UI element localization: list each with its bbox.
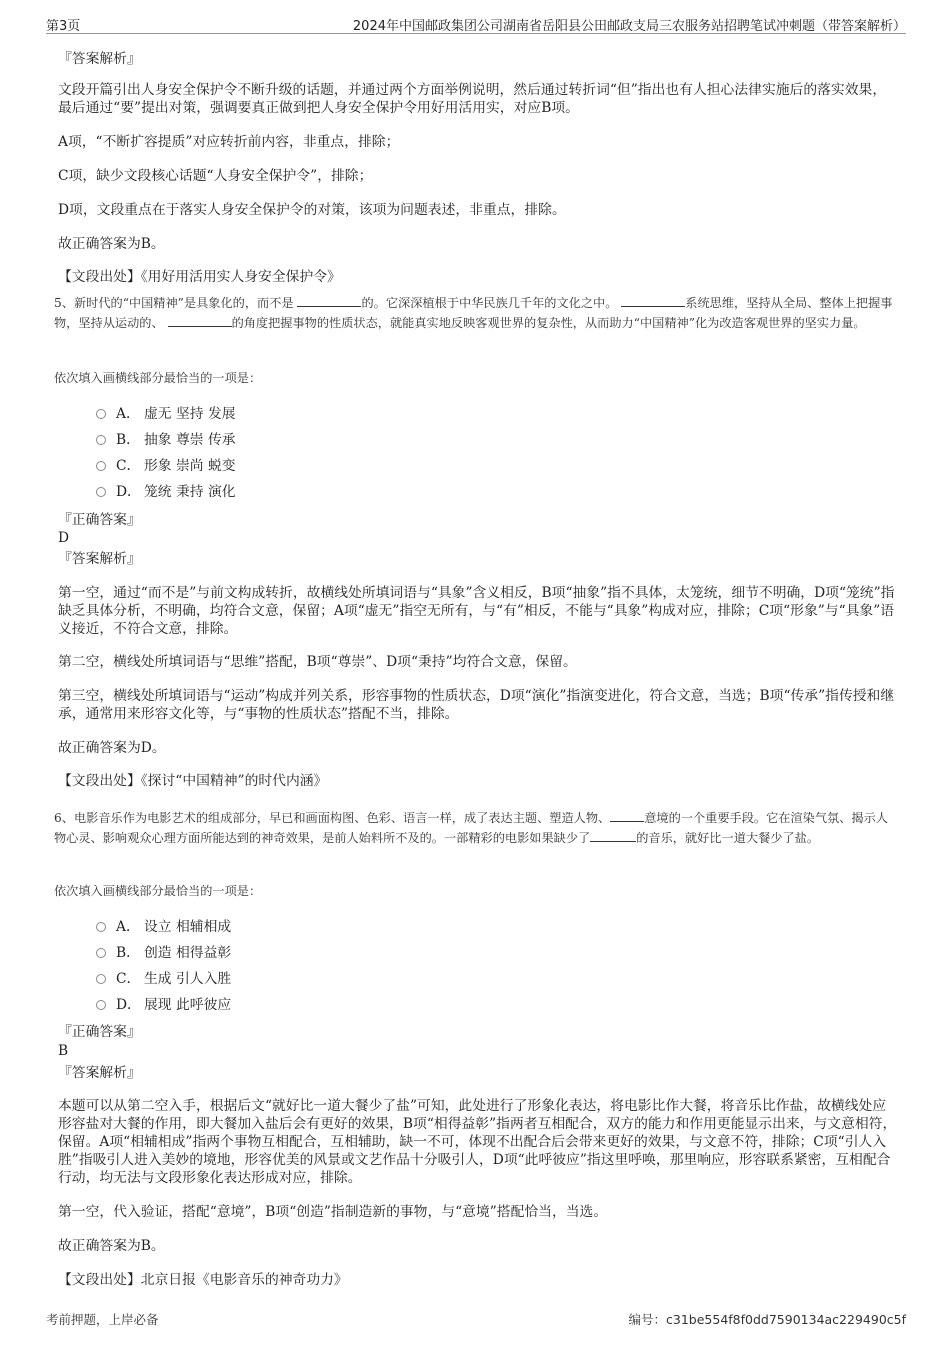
analysis-paragraph: 文段开篇引出人身安全保护令不断升级的话题，并通过两个方面举例说明，然后通过转折词“但”指出也有人担心法律实施后的落实效果，最后通过“要”提出对策，强调要真正做到把人身安全保护令用好用活用实，对应B项。: [58, 82, 887, 116]
option-c[interactable]: C． 形象 崇尚 蜕变: [96, 457, 236, 475]
answer-label: 『正确答案』: [58, 512, 141, 528]
option-d[interactable]: D． 展现 此呼彼应: [96, 996, 231, 1014]
source-citation: 【文段出处】北京日报《电影音乐的神奇功力》: [58, 1272, 348, 1288]
analysis-label: 『答案解析』: [58, 1065, 141, 1081]
page-header: [46, 13, 906, 34]
question-5-text: 5、新时代的“中国精神”是具象化的，而不是 的。它深深植根于中华民族几千年的文化之中。 系统思维，坚持从全局、整体上把握事物，坚持从运动的、 的角度把握事物的性质状态，就能真实地反映客观世界的复杂性，从而助力“中国精神”化为改造客观世界的坚实力量。: [54, 296, 893, 330]
answer-value: D: [58, 530, 70, 546]
radio-icon[interactable]: [96, 409, 106, 419]
radio-icon[interactable]: [96, 461, 106, 471]
analysis-label: 『答案解析』: [58, 51, 141, 67]
radio-icon[interactable]: [96, 487, 106, 497]
source-citation: 【文段出处】《用好用活用实人身安全保护令》: [58, 269, 341, 285]
analysis-conclusion: 故正确答案为B。: [58, 236, 165, 252]
analysis-paragraph: 第一空，通过“而不是”与前文构成转折，故横线处所填词语与“具象”含义相反，B项“抽象”指不具体，太笼统，细节不明确，D项“笼统”指缺乏具体分析，不明确，均符合文意，保留；A项“虚无”指空无所有，与“有”相反，不能与“具象”构成对应，排除；C项“形象”与“具象”语义接近，不符合文意，排除。: [58, 585, 895, 637]
option-b[interactable]: B． 抽象 尊崇 传承: [96, 431, 236, 449]
blank: [297, 294, 361, 307]
answer-label: 『正确答案』: [58, 1024, 141, 1040]
analysis-paragraph: C项，缺少文段核心话题“人身安全保护令”，排除；: [58, 168, 373, 184]
option-d[interactable]: D． 笼统 秉持 演化: [96, 483, 236, 501]
analysis-paragraph: D项，文段重点在于落实人身安全保护令的对策，该项为问题表述，非重点，排除。: [58, 202, 566, 218]
analysis-conclusion: 故正确答案为D。: [58, 740, 166, 756]
source-citation: 【文段出处】《探讨“中国精神”的时代内涵》: [58, 773, 328, 789]
question-6-text: 6、电影音乐作为电影艺术的组成部分，早已和画面构图、色彩、语言一样，成了表达主题、塑造人物、 意境的一个重要手段。它在渲染气氛、揭示人物心灵、影响观众心理方面所能达到的神奇效果，是前人始料所不及的。一部精彩的电影如果缺少了 的音乐，就好比一道大餐少了盐。: [54, 811, 888, 845]
analysis-paragraph: 第一空，代入验证，搭配“意境”，B项“创造”指制造新的事物，与“意境”搭配恰当，当选。: [58, 1204, 608, 1220]
answer-value: B: [58, 1043, 69, 1059]
radio-icon[interactable]: [96, 1000, 106, 1010]
radio-icon[interactable]: [96, 922, 106, 932]
analysis-paragraph: 第二空，横线处所填词语与“思维”搭配，B项“尊崇”、D项“秉持”均符合文意，保留。: [58, 654, 577, 670]
question-6-prompt: 依次填入画横线部分最恰当的一项是：: [54, 884, 262, 898]
option-b[interactable]: B． 创造 相得益彰: [96, 944, 231, 962]
blank: [621, 294, 685, 307]
blank: [168, 314, 232, 327]
page-number: 第3页: [46, 19, 81, 34]
option-a[interactable]: A． 虚无 坚持 发展: [96, 405, 236, 423]
analysis-paragraph: 本题可以从第二空入手，根据后文“就好比一道大餐少了盐”可知，此处进行了形象化表达，将电影比作大餐，将音乐比作盐，故横线处应形容盐对大餐的作用，即大餐加入盐后会有更好的效果，B项“相得益彰”指两者互相配合，双方的能力和作用更能显示出来，与文意相符，保留。A项“相辅相成”指两个事物互相配合，互相辅助，缺一不可，体现不出配合后会带来更好的效果，与文意不符，排除；C项“引人入胜”指吸引人进入美妙的境地，形容优美的风景或文艺作品十分吸引人，D项“此呼彼应”指这里呼唤，那里响应，形容联系紧密，互相配合行动，均无法与文段形象化表达形成对应，排除。: [58, 1098, 897, 1186]
blank: [590, 829, 636, 842]
document-id: 编号：c31be554f8f0dd7590134ac229490c5f: [628, 1312, 906, 1327]
document-title: 2024年中国邮政集团公司湖南省岳阳县公田邮政支局三农服务站招聘笔试冲刺题（带答案解析）: [352, 19, 906, 34]
analysis-label: 『答案解析』: [58, 551, 141, 567]
analysis-paragraph: 第三空，横线处所填词语与“运动”构成并列关系，形容事物的性质状态，D项“演化”指演变进化，符合文意，当选；B项“传承”指传授和继承，通常用来形容文化等，与“事物的性质状态”搭配不当，排除。: [58, 688, 895, 722]
question-5-prompt: 依次填入画横线部分最恰当的一项是：: [54, 371, 262, 385]
radio-icon[interactable]: [96, 974, 106, 984]
footer-slogan: 考前押题，上岸必备: [46, 1312, 159, 1327]
radio-icon[interactable]: [96, 435, 106, 445]
option-a[interactable]: A． 设立 相辅相成: [96, 918, 231, 936]
option-c[interactable]: C． 生成 引人入胜: [96, 970, 231, 988]
blank: [610, 809, 644, 822]
analysis-conclusion: 故正确答案为B。: [58, 1238, 165, 1254]
analysis-paragraph: A项，“不断扩容提质”对应转折前内容，非重点，排除；: [58, 134, 400, 150]
radio-icon[interactable]: [96, 948, 106, 958]
